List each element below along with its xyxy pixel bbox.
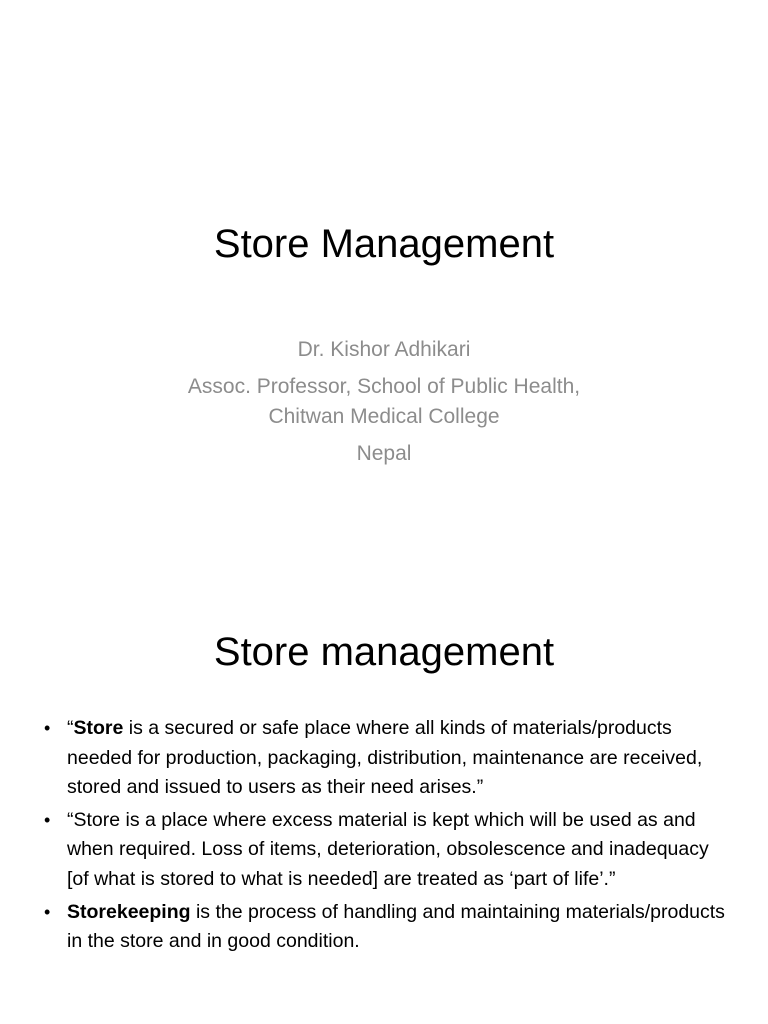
- bullet-text: is the process of handling and maintaining materials/products in the store and in good condition.: [67, 900, 725, 953]
- bullet-item: [40, 714, 730, 803]
- bullet-text: “Store is a place where excess material is kept which will be used as and when required. Loss of items, deterioration, obsolescence and inadequacy [of what is stored to what is needed] are treated as ‘part of life’.”: [67, 808, 709, 890]
- country: Nepal: [356, 442, 412, 465]
- bullet-bold-term: Storekeeping: [67, 900, 191, 923]
- slide-title: Store management: [213, 630, 555, 674]
- bullet-item: [40, 898, 730, 957]
- presentation-title: Store Management: [213, 222, 555, 266]
- affiliation-line-2: Chitwan Medical College: [268, 405, 500, 428]
- subtitle-block: [0, 335, 768, 469]
- bullet-list: [40, 714, 730, 960]
- author-name: Dr. Kishor Adhikari: [297, 338, 471, 361]
- bullet-icon: •: [44, 901, 51, 922]
- bullet-item: [40, 806, 730, 895]
- bullet-bold-term: Store: [73, 717, 124, 739]
- bullet-quote-mark: “: [67, 717, 74, 739]
- bullet-icon: •: [44, 718, 51, 738]
- content-slide: [0, 576, 768, 1024]
- bullet-icon: •: [44, 809, 51, 830]
- affiliation-line-1: Assoc. Professor, School of Public Health,: [187, 375, 581, 398]
- bullet-text: is a secured or safe place where all kinds of materials/products needed for production, packaging, distribution, maintenance are received, stored and issued to users as their need arises.”: [67, 717, 703, 799]
